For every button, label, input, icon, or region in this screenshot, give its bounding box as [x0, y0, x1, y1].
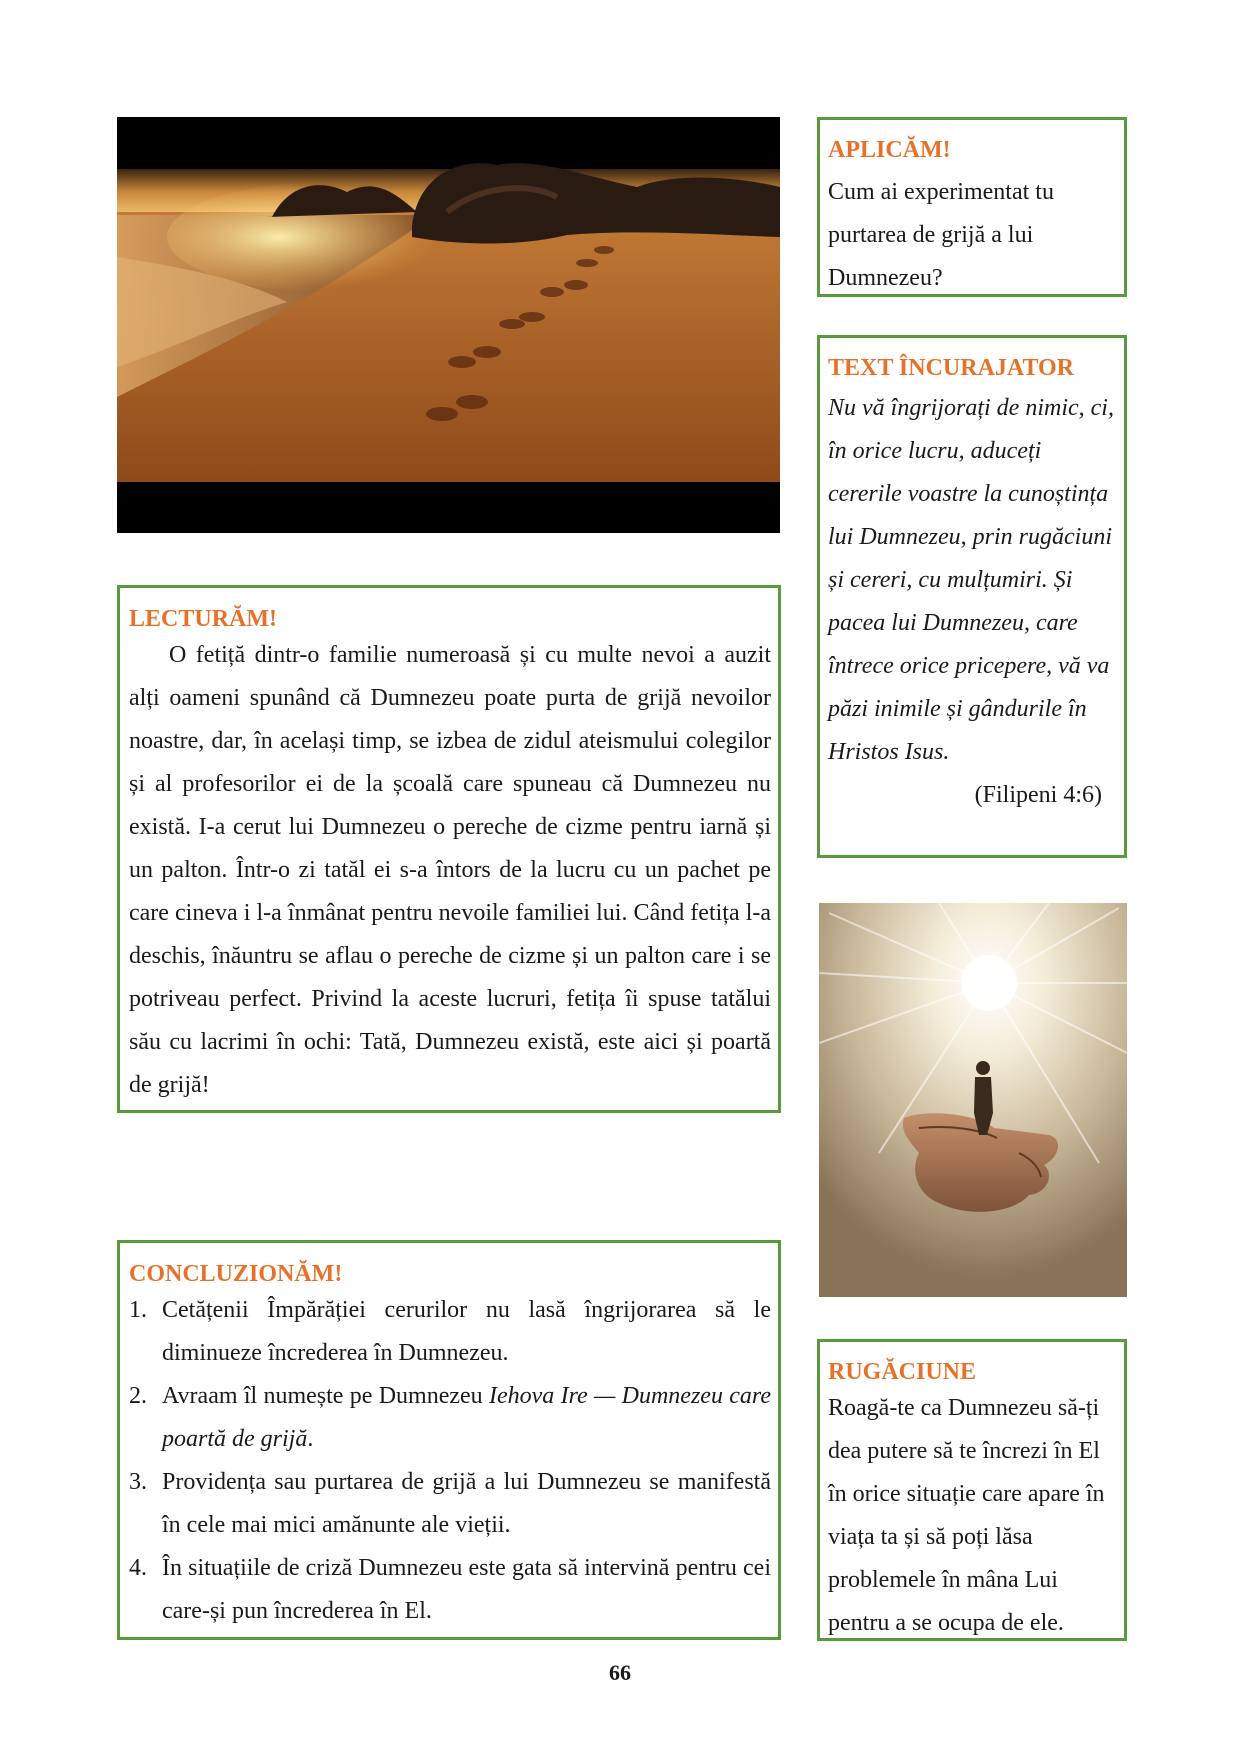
incurajator-heading: TEXT ÎNCURAJATOR [828, 355, 1075, 381]
concluzionam-box [117, 1240, 781, 1640]
hand-light-illustration [819, 903, 1127, 1297]
list-item: 4. În situațiile de criză Dumnezeu este gata să intervină pentru cei care-și pun încrederea în El. [129, 1555, 771, 1624]
verse-reference: (Filipeni 4:6) [974, 782, 1102, 808]
concluzionam-heading: CONCLUZIONĂM! [129, 1261, 343, 1287]
aplicam-heading: APLICĂM! [828, 137, 951, 163]
rugaciune-box [817, 1339, 1127, 1641]
beach-illustration [117, 117, 780, 533]
rugaciune-heading: RUGĂCIUNE [828, 1359, 977, 1385]
lecturam-heading: LECTURĂM! [129, 606, 277, 632]
hand-light-image [819, 903, 1127, 1297]
aplicam-text: Cum ai experimentat tu purtarea de grijă a lui Dumnezeu? [828, 179, 1054, 291]
bible-verse: Nu vă îngrijorați de nimic, ci, în orice lucru, aduceți cererile voastre la cunoștința lui Dumnezeu, prin rugăciuni și cereri, cu mulțumiri. Și pacea lui Dumnezeu, care întrece orice pricepere, vă va păzi inimile și gândurile în Hristos Isus. [828, 395, 1114, 765]
rugaciune-text: Roagă-te ca Dumnezeu să-ți dea putere să te încrezi în El în orice situație care apare în viața ta și să poți lăsa problemele în mâna Lui pentru a se ocupa de ele. [828, 1395, 1105, 1636]
lecturam-text: O fetiță dintr-o familie numeroasă și cu multe nevoi a auzit alți oameni spunând că Dumnezeu poate purta de grijă nevoilor noastre, dar, în același timp, se izbea de zidul ateismului colegilor și al profesorilor ei de la școală care spuneau că Dumnezeu nu există. I-a cerut lui Dumnezeu o pereche de cizme pentru iarnă și un palton. Într-o zi tatăl ei s-a întors de la lucru cu un pachet pe care cineva i l-a înmânat pentru nevoile familiei lui. Când fetița l-a deschis, înăuntru se aflau o pereche de cizme și un palton care i se potriveau perfect. Privind la aceste lucruri, fetița îi spuse tatălui său cu lacrimi în ochi: Tată, Dumnezeu există, este aici și poartă de grijă! [129, 642, 771, 1098]
text-incurajator-box [817, 335, 1127, 858]
list-item: 3. Providența sau purtarea de grijă a lui Dumnezeu se manifestă în cele mai mici amănunte ale vieții. [129, 1469, 771, 1538]
conclusion-list [129, 1289, 771, 1633]
aplicam-box [817, 117, 1127, 297]
lecturam-box [117, 585, 781, 1113]
page-number: 66 [609, 1660, 631, 1685]
beach-footprints-image [117, 117, 780, 533]
list-item: 2. Avraam îl numește pe Dumnezeu Iehova Ire — Dumnezeu care poartă de grijă. [129, 1383, 771, 1452]
list-item: 1. Cetățenii Împărăției cerurilor nu lasă îngrijorarea să le diminueze încrederea în Dumnezeu. [129, 1297, 771, 1366]
